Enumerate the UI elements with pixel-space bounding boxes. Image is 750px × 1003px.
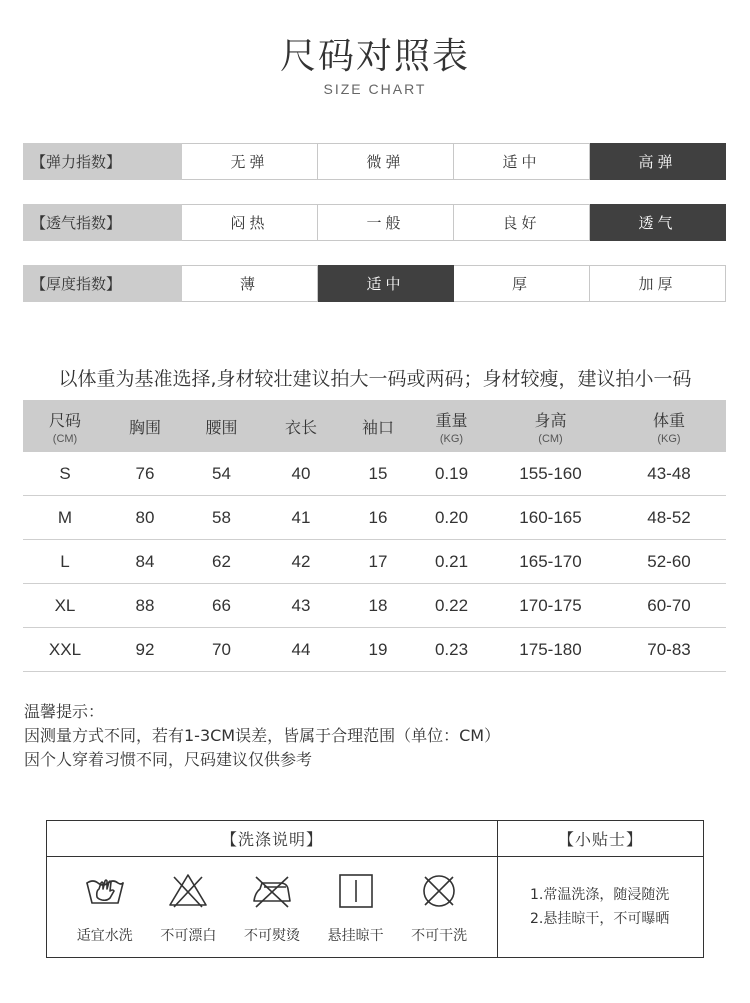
header-chest: 胸围 [128, 417, 161, 437]
header-cuff: 袖口 [361, 417, 394, 437]
elasticity-index-row [23, 143, 726, 180]
header-length: 衣长 [284, 417, 317, 437]
small-tips-list [498, 857, 703, 957]
hang-dry-icon [334, 869, 378, 913]
small-tips [498, 821, 703, 957]
small-tip-2: 2.悬挂晾干，不可曝晒 [530, 911, 670, 927]
care-instructions-box [46, 820, 704, 958]
tips-line-1: 因测量方式不同，若有1-3CM误差，皆属于合理范围（单位：CM） [24, 726, 501, 745]
header-waist: 腰围 [205, 417, 238, 437]
header-body-weight: 体重 (KG) [652, 410, 685, 445]
page-title: 尺码对照表 [279, 36, 470, 77]
thickness-option-medium: 适中 [318, 265, 454, 302]
no-iron-icon [250, 869, 294, 913]
elasticity-option-medium: 适中 [454, 143, 590, 180]
thickness-index-row [23, 265, 726, 302]
table-row: M 80 58 41 16 0.20 160-165 48-52 [23, 496, 726, 540]
no-dry-clean-icon [417, 869, 461, 913]
thickness-index-label: 【厚度指数】 [23, 265, 182, 302]
breathability-index-label: 【透气指数】 [23, 204, 182, 241]
thickness-option-thick: 厚 [454, 265, 590, 302]
tips-heading: 温馨提示： [24, 702, 105, 721]
hand-wash-icon [83, 869, 127, 913]
washing-heading: 【洗涤说明】 [47, 821, 497, 857]
size-table-header [23, 400, 726, 452]
table-row: L 84 62 42 17 0.21 165-170 52-60 [23, 540, 726, 584]
size-table [23, 400, 726, 672]
care-item-no-dry-clean: 不可干洗 [399, 869, 479, 945]
thickness-option-thin: 薄 [182, 265, 318, 302]
small-tip-1: 1.常温洗涤，随浸随洗 [530, 887, 670, 903]
header-weight: 重量 (KG) [435, 410, 468, 445]
care-item-no-bleach: 不可漂白 [148, 869, 228, 945]
small-tips-heading: 【小贴士】 [498, 821, 703, 857]
elasticity-option-high: 高弹 [590, 143, 726, 180]
table-row: S 76 54 40 15 0.19 155-160 43-48 [23, 452, 726, 496]
care-item-hang-dry: 悬挂晾干 [316, 869, 396, 945]
header-size: 尺码 (CM) [48, 410, 81, 445]
breathability-option-average: 一般 [318, 204, 454, 241]
breathability-option-breathable: 透气 [590, 204, 726, 241]
header-height: 身高 (CM) [534, 410, 567, 445]
breathability-option-stuffy: 闷热 [182, 204, 318, 241]
size-advice: 以体重为基准选择,身材较壮建议拍大一码或两码；身材较瘦，建议拍小一码 [58, 368, 692, 390]
table-row: XL 88 66 43 18 0.22 170-175 60-70 [23, 584, 726, 628]
care-item-hand-wash: 适宜水洗 [65, 869, 145, 945]
care-icon-list [47, 857, 497, 957]
breathability-option-good: 良好 [454, 204, 590, 241]
table-row: XXL 92 70 44 19 0.23 175-180 70-83 [23, 628, 726, 672]
page-subtitle: SIZE CHART [323, 81, 427, 97]
breathability-index-row [23, 204, 726, 241]
care-item-no-iron: 不可熨烫 [232, 869, 312, 945]
no-bleach-icon [166, 869, 210, 913]
tips-line-2: 因个人穿着习惯不同，尺码建议仅供参考 [24, 750, 313, 769]
thickness-option-extra-thick: 加厚 [590, 265, 726, 302]
washing-instructions [47, 821, 498, 957]
elasticity-option-none: 无弹 [182, 143, 318, 180]
elasticity-option-slight: 微弹 [318, 143, 454, 180]
elasticity-index-label: 【弹力指数】 [23, 143, 182, 180]
warm-tips [24, 700, 500, 772]
